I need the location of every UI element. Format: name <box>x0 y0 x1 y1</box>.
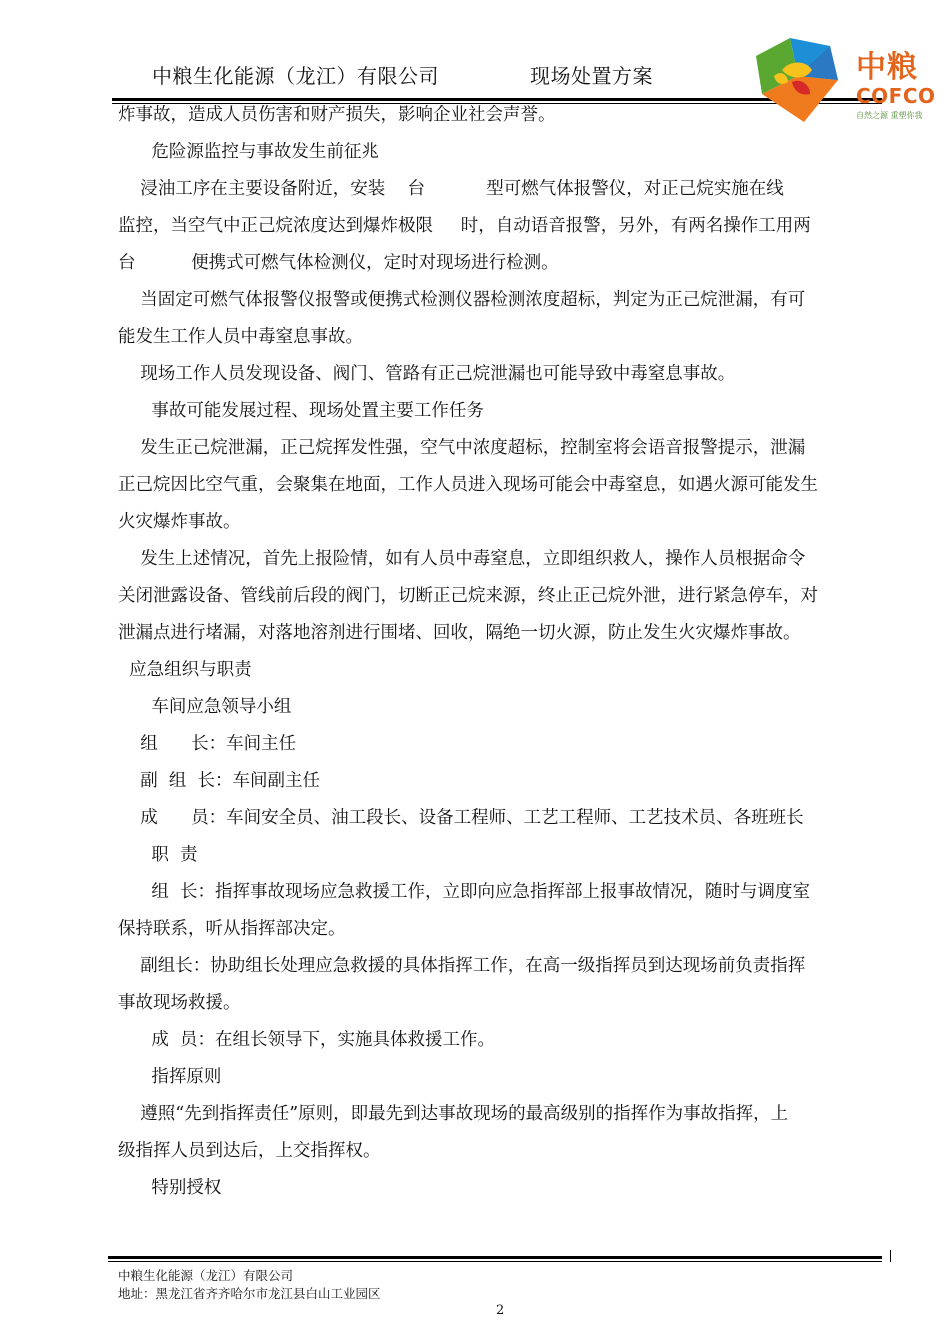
body-line: 火灾爆炸事故。 <box>118 512 241 532</box>
body-line: 发生上述情况，首先上报险情，如有人员中毒窒息，立即组织救人，操作人员根据命令 <box>118 549 806 569</box>
role-line: 成 员：车间安全员、油工段长、设备工程师、工艺工程师、工艺技术员、各班班长 <box>118 808 804 828</box>
footer-rule-thin <box>108 1261 882 1262</box>
footer-rule <box>108 1256 882 1259</box>
body-line: 事故现场救援。 <box>118 993 241 1013</box>
body-line: 泄漏点进行堵漏，对落地溶剂进行围堵、回收，隔绝一切火源，防止发生火灾爆炸事故。 <box>118 623 801 643</box>
body-line: 炸事故，造成人员伤害和财产损失，影响企业社会声誉。 <box>118 105 556 125</box>
header-doc-title: 现场处置方案 <box>530 64 653 88</box>
body-line: 现场工作人员发现设备、阀门、管路有正己烷泄漏也可能导致中毒窒息事故。 <box>118 364 736 384</box>
subsection-heading: 职 责 <box>118 845 198 865</box>
section-heading: 事故可能发展过程、现场处置主要工作任务 <box>118 401 484 421</box>
body-line: 保持联系，听从指挥部决定。 <box>118 919 346 939</box>
section-heading: 应急组织与职责 <box>118 660 252 680</box>
role-line: 副 组 长：车间副主任 <box>118 771 321 791</box>
body-line: 发生正己烷泄漏，正己烷挥发性强，空气中浓度超标，控制室将会语音报警提示，泄漏 <box>118 438 806 458</box>
body-line: 浸油工序在主要设备附近，安装 台 型可燃气体报警仪，对正己烷实施在线 <box>118 179 784 199</box>
section-heading: 特别授权 <box>118 1178 222 1198</box>
footer-rule-tick <box>890 1250 891 1262</box>
body-line: 级指挥人员到达后，上交指挥权。 <box>118 1141 381 1161</box>
body-line: 当固定可燃气体报警仪报警或便携式检测仪器检测浓度超标，判定为正己烷泄漏，有可 <box>118 290 806 310</box>
logo-latin-text: COFCO <box>856 84 936 108</box>
role-line: 组 长：车间主任 <box>118 734 297 754</box>
section-heading: 危险源监控与事故发生前征兆 <box>118 142 379 162</box>
logo-slogan-text: 自然之源 重塑你我 <box>856 111 923 120</box>
logo-brand-text: 中粮 <box>856 50 918 85</box>
footer-address: 地址：黑龙江省齐齐哈尔市龙江县白山工业园区 <box>118 1286 381 1301</box>
body-line: 关闭泄露设备、管线前后段的阀门，切断正己烷来源，终止正己烷外泄，进行紧急停车，对 <box>118 586 818 606</box>
body-line: 台 便携式可燃气体检测仪，定时对现场进行检测。 <box>118 253 559 273</box>
page-number: 2 <box>496 1303 505 1318</box>
body-line: 副组长：协助组长处理应急救援的具体指挥工作，在高一级指挥员到达现场前负责指挥 <box>118 956 806 976</box>
body-line: 监控，当空气中正己烷浓度达到爆炸极限 时，自动语音报警，另外，有两名操作工用两 <box>118 216 811 236</box>
body-line: 能发生工作人员中毒窒息事故。 <box>118 327 363 347</box>
header-company: 中粮生化能源（龙江）有限公司 <box>152 64 439 88</box>
footer-company: 中粮生化能源（龙江）有限公司 <box>118 1268 294 1283</box>
body-line: 组 长：指挥事故现场应急救援工作，立即向应急指挥部上报事故情况，随时与调度室 <box>118 882 810 902</box>
body-line: 成 员：在组长领导下，实施具体救援工作。 <box>118 1030 496 1050</box>
body-line: 正己烷因比空气重，会聚集在地面，工作人员进入现场可能会中毒窒息，如遇火源可能发生 <box>118 475 818 495</box>
subsection-heading: 车间应急领导小组 <box>118 697 292 717</box>
body-line: 遵照“先到指挥责任”原则，即最先到达事故现场的最高级别的指挥作为事故指挥，上 <box>118 1104 789 1124</box>
document-body <box>118 97 880 1207</box>
section-heading: 指挥原则 <box>118 1067 222 1087</box>
